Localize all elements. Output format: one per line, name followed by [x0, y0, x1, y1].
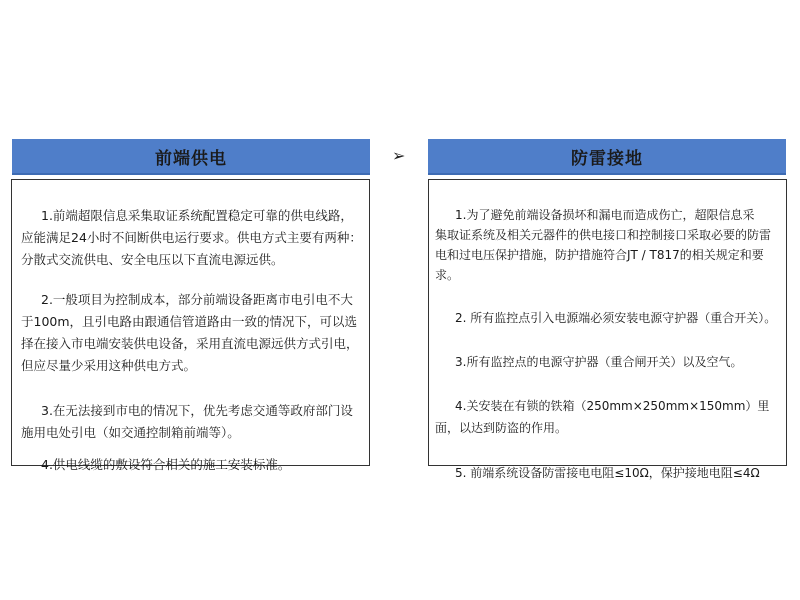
right-paragraph-4: 4.关安装在有锁的铁箱（250mm×250mm×150mm）里面，以达到防盗的作用。: [435, 399, 770, 435]
left-paragraph-3: 3.在无法接到市电的情况下，优先考虑交通等政府部门设施用电处引电（如交通控制箱前端等）。: [21, 403, 353, 440]
right-paragraph-5: 5. 前端系统设备防雷接电电阻≤10Ω，保护接地电阻≤4Ω: [455, 466, 760, 480]
right-panel-body: [428, 179, 787, 480]
left-paragraph-1: 1.前端超限信息采集取证系统配置稳定可靠的供电线路，应能满足24小时不间断供电运行要求。供电方式主要有两种：分散式交流供电、安全电压以下直流电源远供。: [21, 208, 362, 267]
left-paragraph-2: 2.一般项目为控制成本，部分前端设备距离市电引电不大于100m，且引电路由跟通信管道路由一致的情况下，可以选择在接入市电端安装供电设备，采用直流电源远供方式引电，但应尽量少采用这种供电方式。: [21, 292, 359, 373]
right-paragraph-3: 3.所有监控点的电源守护器（重合闸开关）以及空气。: [455, 355, 743, 369]
left-panel-title-text: 前端供电: [155, 148, 227, 169]
right-panel-title-text: 防雷接地: [571, 148, 643, 169]
arrow-right-icon: ➢: [392, 146, 406, 165]
right-panel-title: [428, 139, 786, 175]
left-paragraph-4: 4.供电线缆的敷设符合相关的施工安装标准。: [41, 457, 291, 472]
right-paragraph-2: 2. 所有监控点引入电源端必须安装电源守护器（重合开关）。: [455, 311, 777, 325]
left-panel-body: [11, 179, 370, 472]
right-paragraph-1: 1.为了避免前端设备损坏和漏电而造成伤亡，超限信息采 集取证系统及相关元器件的供电接口和控制接口采取必要的防雷电和过电压保护措施，防护措施符合JT / T817的相关规定和要求。: [435, 208, 779, 282]
left-panel-title: [12, 139, 370, 175]
